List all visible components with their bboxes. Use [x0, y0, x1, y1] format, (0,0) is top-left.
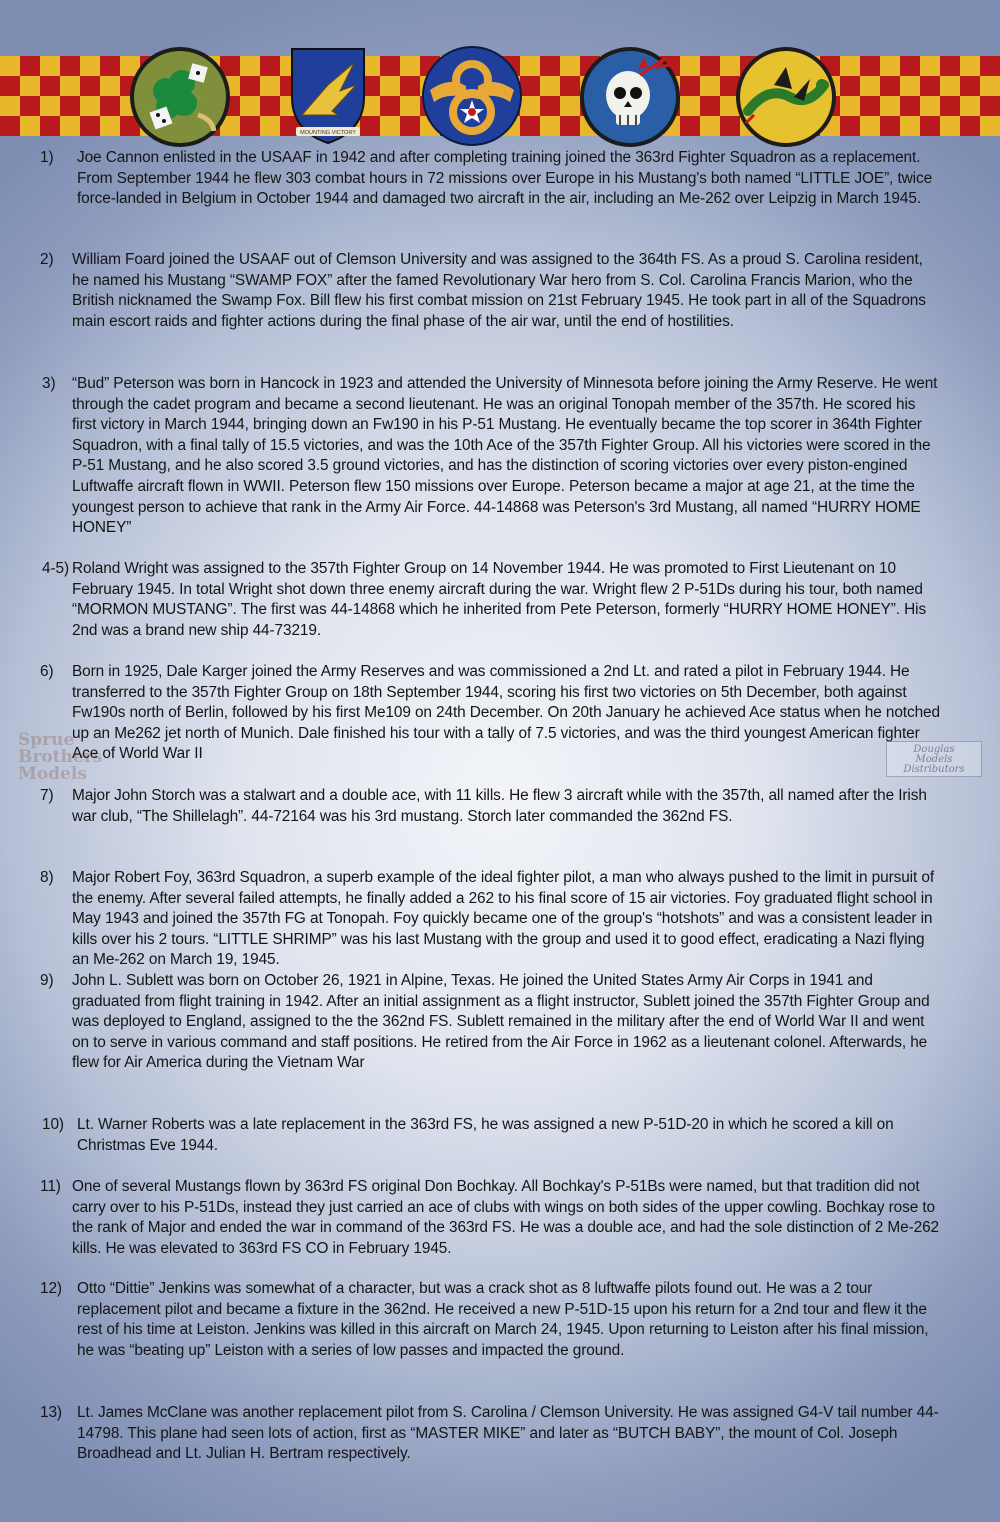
entry-number: 9) [40, 972, 54, 989]
entry-number: 2) [40, 251, 54, 268]
entry-number: 6) [40, 663, 54, 680]
entry-number: 4-5) [42, 560, 69, 577]
svg-text:MOUNTING VICTORY: MOUNTING VICTORY [300, 130, 356, 136]
entry-text: Joe Cannon enlisted in the USAAF in 1942 and after completing training joined the 363rd Fighter Squadron as a replacement. From September 1944 he flew 303 combat hours in 72 missions over Europe in his Mustang's both named “LITTLE JOE”, twice force-landed in Belgium in October 1944 and damaged two aircraft in the air, including an Me-262 over Leipzig in March 1945. [77, 149, 933, 208]
entry-number: 3) [42, 375, 56, 392]
entry-number: 10) [42, 1116, 64, 1133]
357th-group-shield-emblem-icon [288, 45, 368, 145]
watermark-line: Douglas [913, 744, 955, 755]
watermark-line: Sprue [18, 730, 75, 750]
entry-text: Major John Storch was a stalwart and a double ace, with 11 kills. He flew 3 aircraft while with the 357th, all named after the Irish war club, “The Shillelagh”. 44-72164 was his 3rd mustang. Storch later commanded the 362nd FS. [72, 787, 927, 825]
watermark-line: Models [18, 764, 87, 784]
watermark-line: Models [915, 754, 953, 765]
entry-text: Major Robert Foy, 363rd Squadron, a superb example of the ideal fighter pilot, a man who always pushed to the limit in pursuit of the enemy. After several failed attempts, he finally added a 262 to his final score of 15 air victories. Foy graduated flight school in May 1943 and joined the 357th FG at Tonopah. Foy quickly became one of the group's “hotshots” and was a consistent leader in kills over his 2 tours. “LITTLE SHRIMP” was his last Mustang with the group and used it to good effect, eradicating a Nazi flying an Me-262 on March 19, 1945. [72, 869, 934, 969]
watermark-line: Brothers [18, 747, 103, 767]
entry-text: Lt. Warner Roberts was a late replacement in the 363rd FS, he was assigned a new P-51D-20 in which he scored a kill on Christmas Eve 1944. [77, 1116, 894, 1154]
entry-text: Born in 1925, Dale Karger joined the Army Reserves and was commissioned a 2nd Lt. and rated a pilot in February 1944. He transferred to the 357th Fighter Group on 18th September 1944, scoring his first two victories on 5th December, both against Fw190s north of Berlin, followed by his first Me109 on 24th December. On 20th January he achieved Ace status when he notched up an Me262 jet north of Munich. Dale finished his tour with a tally of 7.5 victories, and was the third youngest American fighter Ace of World War II [72, 663, 940, 763]
entry-number: 8) [40, 869, 54, 886]
entry-text: “Bud” Peterson was born in Hancock in 1923 and attended the University of Minnesota before joining the Army Reserve. He went through the cadet program and became a second lieutenant. He was an original Tonopah member of the 357th. He scored his first victory in March 1944, bringing down an Fw190 in his P-51 Mustang. He eventually became the top scorer in 364th Fighter Squadron, with a final tally of 15.5 victories, and was the 10th Ace of the 357th Fighter Group. All his victories were scored in the P-51 Mustang, and he also scored 3.5 ground victories, and has the distinction of scoring victories over every piston-engined Luftwaffe aircraft flown in WWII. Peterson flew 150 missions over Europe. Peterson became a major at age 21, at the time the youngest person to achieve that rank in the Army Air Force. 44-14868 was Peterson's 3rd Mustang, all named “HURRY HOME HONEY” [72, 375, 938, 537]
entry-number: 13) [40, 1404, 62, 1421]
entry-text: Roland Wright was assigned to the 357th Fighter Group on 14 November 1944. He was promoted to First Lieutenant on 10 February 1945. In total Wright shot down three enemy aircraft during the war. Wright flew 2 P-51Ds during his tour, both named “MORMON MUSTANG”. The first was 44-14868 which he inherited from Pete Peterson, formerly “HURRY HOME HONEY”. His 2nd was a brand new ship 44-73219. [72, 560, 927, 639]
362nd-squadron-dragon-emblem-icon [734, 45, 838, 149]
entry-number: 1) [40, 149, 54, 166]
entry-text: John L. Sublett was born on October 26, 1921 in Alpine, Texas. He joined the United States Army Air Corps in 1941 and graduated from flight training in 1942. After an initial assignment as a flight instructor, Sublett joined the 357th Fighter Group and was deployed to England, assigned to the the 362nd FS. Sublett remained in the military after the end of World War II and went on to serve in various command and staff positions. He retired from the Air Force in 1962 as a lieutenant colonel. Afterwards, he flew for Air America during the Vietnam War [72, 972, 930, 1072]
watermark-line: Distributors [903, 764, 965, 775]
entry-number: 7) [40, 787, 54, 804]
entry-text: Otto “Dittie” Jenkins was somewhat of a character, but was a crack shot as 8 luftwaffe pilots found out. He was a 2 tour replacement pilot and became a fixture in the 362nd. He received a new P-51D-15 upon his return for a 2nd tour and flew it the rest of his time at Leiston. Jenkins was killed in this aircraft on March 24, 1945. Upon returning to Leiston after his final mission, he was “beating up” Leiston with a series of low passes and impacted the ground. [77, 1280, 929, 1359]
363rd-squadron-clover-emblem-icon [128, 45, 232, 149]
entry-text: Lt. James McClane was another replacement pilot from S. Carolina / Clemson University. He was assigned G4-V tail number 44-14798. This plane had seen lots of action, first as “MASTER MIKE” and later as “BUTCH BABY”, the mount of Col. Joseph Broadhead and Lt. Julian H. Bertram respectively. [77, 1404, 939, 1463]
entry-text: William Foard joined the USAAF out of Clemson University and was assigned to the 364th FS. As a proud S. Carolina resident, he named his Mustang “SWAMP FOX” after the famed Revolutionary War hero from S. Col. Carolina Francis Marion, who the British nicknamed the Swamp Fox. Bill flew his first combat mission on 21st February 1945. He took part in all of the Squadrons main escort raids and fighter actions during the final phase of the air war, until the end of hostilities. [72, 251, 926, 330]
entry-text: One of several Mustangs flown by 363rd FS original Don Bochkay. All Bochkay's P-51Bs were named, but that tradition did not carry over to his P-51Ds, instead they just carried an ace of clubs with wings on both sides of the upper cowling. Bochkay rose to the rank of Major and ended the war in command of the 363rd FS. He was a double ace, and had the sole distinction of 2 Me-262 kills. He was elevated to 363rd FS CO in February 1945. [72, 1178, 940, 1257]
entry-number: 11) [40, 1178, 61, 1195]
entry-number: 12) [40, 1280, 62, 1297]
eighth-air-force-emblem-icon [420, 46, 524, 146]
364th-squadron-skull-emblem-icon [578, 45, 682, 149]
